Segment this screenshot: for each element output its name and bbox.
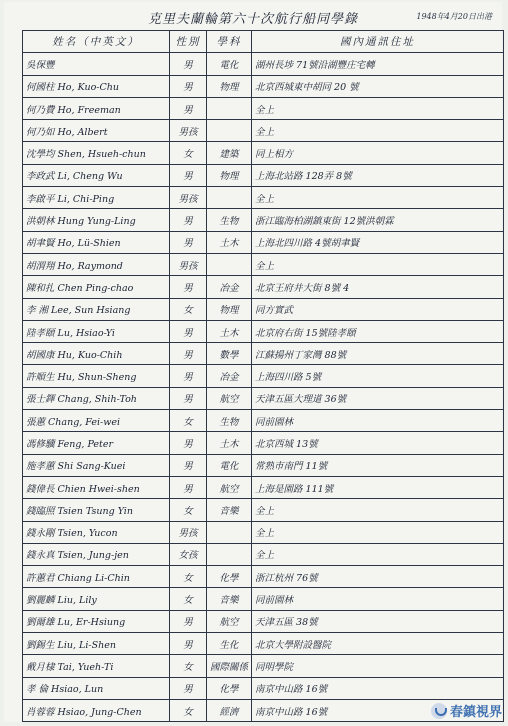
- cell-name: 孝 倫 Hsiao, Lun: [23, 677, 170, 699]
- cell-major: 國際關係: [207, 655, 252, 677]
- table-row: [23, 588, 504, 610]
- roster-sheet: [4, 2, 502, 722]
- cell-name: 劉爾雄 Lu, Er-Hsiung: [23, 610, 170, 632]
- cell-name: 胡聿賢 Ho, Lü-Shien: [23, 231, 170, 253]
- watermark-text: 春鎮視界: [449, 705, 502, 720]
- cell-name: 張士鐸 Chang, Shih-Toh: [23, 387, 170, 409]
- cell-address: 全上: [252, 187, 504, 209]
- cell-sex: 男: [170, 320, 207, 342]
- cell-sex: 男孩: [170, 120, 207, 142]
- cell-name: 許順生 Hu, Shun-Sheng: [23, 365, 170, 387]
- cell-address: 同上相方: [252, 142, 504, 164]
- cell-name: 洪朝林 Hung Yung-Ling: [23, 209, 170, 231]
- table-row: [23, 410, 504, 432]
- cell-sex: 男: [170, 454, 207, 476]
- cell-address: 同方實武: [252, 298, 504, 320]
- cell-major: 音樂: [207, 588, 252, 610]
- table-row: [23, 432, 504, 454]
- cell-major: 經濟: [207, 699, 252, 721]
- cell-sex: 男: [170, 53, 207, 75]
- table-row: [23, 120, 504, 142]
- cell-name: 胡國康 Hu, Kuo-Chih: [23, 343, 170, 365]
- table-row: [23, 231, 504, 253]
- cell-name: 胡渭翔 Ho, Raymond: [23, 253, 170, 275]
- cell-sex: 男: [170, 276, 207, 298]
- cell-major: 電化: [207, 454, 252, 476]
- cell-name: 錢永真 Tsien, Jung-jen: [23, 543, 170, 565]
- table-row: [23, 476, 504, 498]
- cell-sex: 男: [170, 365, 207, 387]
- cell-sex: 男: [170, 231, 207, 253]
- cell-major: 生化: [207, 633, 252, 655]
- cell-address: 全上: [252, 521, 504, 543]
- table-row: [23, 142, 504, 164]
- cell-address: 天津五區 38號: [252, 610, 504, 632]
- cell-sex: 女: [170, 499, 207, 521]
- header-row: [23, 31, 504, 53]
- cell-name: 戴月棣 Tai, Yueh-Ti: [23, 655, 170, 677]
- cell-sex: 女: [170, 298, 207, 320]
- wechat-icon: [431, 703, 447, 719]
- cell-sex: 女: [170, 655, 207, 677]
- cell-major: 物理: [207, 298, 252, 320]
- header-address: 國內通訊住址: [252, 31, 504, 53]
- table-row: [23, 543, 504, 565]
- header-name: 姓名（中英文）: [23, 31, 170, 53]
- cell-major: 物理: [207, 75, 252, 97]
- cell-name: 何國柱 Ho, Kuo-Chu: [23, 75, 170, 97]
- table-row: [23, 343, 504, 365]
- cell-name: 沈學均 Shen, Hsueh-chun: [23, 142, 170, 164]
- cell-major: [207, 97, 252, 119]
- cell-major: 生物: [207, 209, 252, 231]
- cell-address: 浙江臨海柏湖鎮東街 12號洪朝霖: [252, 209, 504, 231]
- cell-sex: 女: [170, 566, 207, 588]
- cell-sex: 男: [170, 97, 207, 119]
- cell-sex: 男: [170, 476, 207, 498]
- cell-major: 化學: [207, 677, 252, 699]
- watermark: [431, 701, 502, 720]
- cell-name: 陳和扎 Chen Ping-chao: [23, 276, 170, 298]
- cell-sex: 男孩: [170, 253, 207, 275]
- cell-major: 土木: [207, 432, 252, 454]
- cell-name: 李政武 Li, Cheng Wu: [23, 164, 170, 186]
- table-row: [23, 633, 504, 655]
- table-row: [23, 276, 504, 298]
- cell-address: 湖州長埗 71號沿湖豐庄宅轉: [252, 53, 504, 75]
- cell-major: 電化: [207, 53, 252, 75]
- cell-name: 錢臨照 Tsien Tsung Yin: [23, 499, 170, 521]
- cell-address: 上海四川路 5號: [252, 365, 504, 387]
- cell-sex: 男: [170, 343, 207, 365]
- cell-sex: 男: [170, 432, 207, 454]
- cell-address: 北京府右街 15號陸孝頤: [252, 320, 504, 342]
- cell-address: 南京中山路 16號: [252, 699, 504, 721]
- cell-major: [207, 120, 252, 142]
- table-row: [23, 164, 504, 186]
- cell-major: 土木: [207, 320, 252, 342]
- cell-major: [207, 253, 252, 275]
- cell-address: 常熟市南門 11號: [252, 454, 504, 476]
- cell-major: 航空: [207, 387, 252, 409]
- cell-name: 陸孝頤 Lu, Hsiao-Yi: [23, 320, 170, 342]
- cell-address: 全上: [252, 120, 504, 142]
- table-row: [23, 387, 504, 409]
- table-row: [23, 677, 504, 699]
- roster-table: [22, 30, 504, 722]
- cell-major: [207, 521, 252, 543]
- table-row: [23, 97, 504, 119]
- cell-address: 北京大學附設醫院: [252, 633, 504, 655]
- cell-name: 劉麗麟 Liu, Lily: [23, 588, 170, 610]
- table-row: [23, 521, 504, 543]
- cell-major: 化學: [207, 566, 252, 588]
- table-row: [23, 53, 504, 75]
- cell-sex: 男: [170, 387, 207, 409]
- cell-sex: 男: [170, 633, 207, 655]
- cell-sex: 男孩: [170, 521, 207, 543]
- table-row: [23, 209, 504, 231]
- cell-name: 李 湘 Lee, Sun Hsiang: [23, 298, 170, 320]
- cell-name: 錢偉長 Chien Hwei-shen: [23, 476, 170, 498]
- cell-sex: 男: [170, 164, 207, 186]
- cell-major: 建築: [207, 142, 252, 164]
- cell-major: 航空: [207, 610, 252, 632]
- cell-sex: 男: [170, 677, 207, 699]
- cell-address: 全上: [252, 499, 504, 521]
- cell-sex: 女孩: [170, 543, 207, 565]
- table-row: [23, 499, 504, 521]
- cell-address: 同明學院: [252, 655, 504, 677]
- cell-major: 生物: [207, 410, 252, 432]
- roster-body: [23, 53, 504, 722]
- cell-major: 冶金: [207, 365, 252, 387]
- cell-address: 南京中山路 16號: [252, 677, 504, 699]
- cell-name: 施孝蕙 Shi Sang-Kuei: [23, 454, 170, 476]
- cell-name: 李啟平 Li, Chi-Ping: [23, 187, 170, 209]
- cell-address: 同前園林: [252, 588, 504, 610]
- cell-name: 馮修驥 Feng, Peter: [23, 432, 170, 454]
- cell-address: 北京西城 13號: [252, 432, 504, 454]
- table-row: [23, 655, 504, 677]
- cell-name: 張蕙 Chang, Fei-wei: [23, 410, 170, 432]
- cell-address: 上海北站路 128弄 8號: [252, 164, 504, 186]
- cell-name: 劉錫生 Liu, Li-Shen: [23, 633, 170, 655]
- cell-name: 許蕙君 Chiang Li-Chin: [23, 566, 170, 588]
- cell-name: 何乃費 Ho, Freeman: [23, 97, 170, 119]
- cell-sex: 女: [170, 588, 207, 610]
- cell-major: [207, 543, 252, 565]
- cell-major: 物理: [207, 164, 252, 186]
- table-row: [23, 610, 504, 632]
- cell-address: 全上: [252, 253, 504, 275]
- table-row: [23, 253, 504, 275]
- table-row: [23, 298, 504, 320]
- table-row: [23, 365, 504, 387]
- document-title: 克里夫蘭輪第六十次航行船同學錄: [147, 12, 358, 27]
- cell-address: 同前園林: [252, 410, 504, 432]
- cell-sex: 男: [170, 75, 207, 97]
- cell-sex: 女: [170, 142, 207, 164]
- cell-address: 天津五區大理道 36號: [252, 387, 504, 409]
- cell-major: 數學: [207, 343, 252, 365]
- cell-address: 上海北四川路 4號胡聿賢: [252, 231, 504, 253]
- cell-sex: 女: [170, 699, 207, 721]
- table-row: [23, 75, 504, 97]
- cell-major: 航空: [207, 476, 252, 498]
- cell-major: 音樂: [207, 499, 252, 521]
- table-row: [23, 454, 504, 476]
- cell-name: 何乃如 Ho, Albert: [23, 120, 170, 142]
- cell-address: 北京王府井大街 8號 4: [252, 276, 504, 298]
- cell-address: 浙江杭州 76號: [252, 566, 504, 588]
- cell-name: 錢永剛 Tsien, Yucon: [23, 521, 170, 543]
- table-row: [23, 187, 504, 209]
- date-note: 1948年4月20日出港: [416, 12, 492, 21]
- cell-address: 全上: [252, 543, 504, 565]
- cell-sex: 男: [170, 610, 207, 632]
- table-row: [23, 320, 504, 342]
- cell-major: 冶金: [207, 276, 252, 298]
- cell-name: 吳保豐: [23, 53, 170, 75]
- header-sex: 性別: [170, 31, 207, 53]
- cell-address: 江蘇揚州丁家灣 88號: [252, 343, 504, 365]
- cell-major: [207, 187, 252, 209]
- cell-address: 全上: [252, 97, 504, 119]
- cell-sex: 女: [170, 410, 207, 432]
- cell-address: 北京西城東中胡同 20 號: [252, 75, 504, 97]
- cell-address: 上海是園路 111號: [252, 476, 504, 498]
- header-major: 學科: [207, 31, 252, 53]
- cell-major: 土木: [207, 231, 252, 253]
- cell-name: 肖蓉蓉 Hsiao, Jung-Chen: [23, 699, 170, 721]
- cell-sex: 男孩: [170, 187, 207, 209]
- table-row: [23, 566, 504, 588]
- cell-sex: 男: [170, 209, 207, 231]
